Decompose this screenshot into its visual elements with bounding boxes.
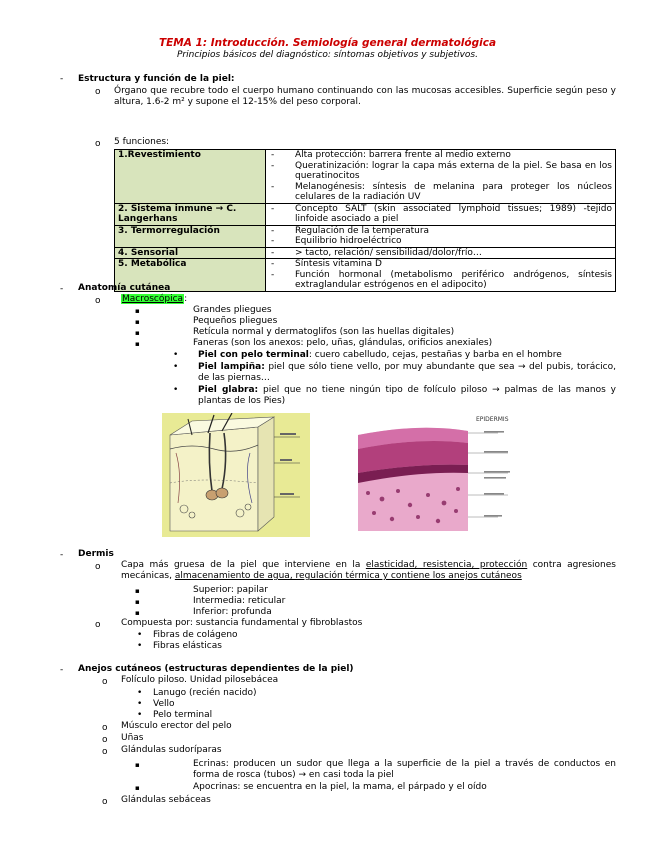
list-item: Uñas: [121, 733, 144, 743]
bullet-dot: •: [173, 350, 179, 360]
table-row: [115, 203, 616, 225]
list-item: - > tacto, relación/ sensibilidad/dolor/frío…: [271, 247, 482, 258]
list-item: Fibras elásticas: [153, 641, 222, 651]
function-name: 4. Sensorial: [115, 247, 266, 259]
list-item: Intermedia: reticular: [193, 596, 286, 606]
function-name: 3. Termorregulación: [115, 225, 266, 247]
histology-image: [358, 413, 518, 531]
list-item: - Equilibrio hidroeléctrico: [271, 236, 402, 246]
function-items: [266, 203, 616, 225]
bullet-square: ▪: [135, 318, 140, 326]
list-item: Faneras (son los anexos: pelo, uñas, glándulas, orificios anexiales): [193, 338, 493, 348]
paragraph-funciones: 5 funciones:: [114, 137, 170, 147]
bullet-dot: •: [137, 630, 143, 640]
bullet-circle: o: [95, 620, 101, 630]
list-item: - Melanogénesis: síntesis de melanina para proteger los núcleos celulares de la radiación UV: [271, 181, 612, 202]
bullet-circle: o: [102, 677, 108, 687]
list-item: Apocrinas: se encuentra en la piel, la mama, el párpado y el oído: [193, 782, 487, 792]
list-item: - Regulación de la temperatura: [271, 225, 430, 236]
fig2-label: EPIDERMIS: [476, 416, 509, 423]
bullet-square: ▪: [135, 784, 140, 792]
section-heading-anejos: Anejos cutáneos (estructuras dependientes de la piel): [78, 664, 354, 674]
page-title: TEMA 1: Introducción. Semiología general dermatológica: [158, 37, 497, 49]
section-heading-estructura: Estructura y función de la piel:: [78, 74, 235, 84]
list-item: Grandes pliegues: [193, 305, 272, 315]
function-items: [266, 259, 616, 292]
bullet-circle: o: [95, 87, 101, 97]
list-item: Pelo terminal: [153, 710, 213, 720]
bullet-square: ▪: [135, 307, 140, 315]
list-item: - Concepto SALT (skin associated lymphoid tissues; 1989) -tejido linfoide asociado a piel: [271, 203, 612, 224]
paragraph-dermis: Capa más gruesa de la piel que interviene en la elasticidad, resistencia, protección contra agresiones mecánicas, almacenamiento de agua, regulación térmica y contiene los anejos cutáneos: [121, 560, 616, 581]
bullet-square: ▪: [135, 609, 140, 617]
page-subtitle: Principios básicos del diagnóstico: síntomas objetivos y subjetivos.: [177, 50, 478, 60]
list-item: - Alta protección: barrera frente al medio externo: [271, 150, 511, 160]
bullet-dot: •: [173, 385, 179, 395]
table-row: [115, 150, 616, 204]
bullet-square: ▪: [135, 761, 140, 769]
function-name: 1.Revestimiento: [115, 150, 266, 204]
bullet-square: ▪: [135, 329, 140, 337]
bullet-dot: •: [137, 688, 143, 698]
bullet-dash: -: [60, 550, 64, 560]
list-item: Lanugo (recién nacido): [153, 688, 257, 698]
bullet-dot: •: [137, 641, 143, 651]
list-item: Fibras de colágeno: [153, 630, 238, 640]
bullet-square: ▪: [135, 598, 140, 606]
bullet-circle: o: [102, 747, 108, 757]
paragraph-compuesta: Compuesta por: sustancia fundamental y fibroblastos: [121, 618, 363, 628]
list-item: Piel glabra: piel que no tiene ningún tipo de folículo piloso → palmas de las manos y plantas de los Pies): [198, 385, 616, 406]
list-item: Glándulas sudoríparas: [121, 745, 222, 755]
skin-diagram-image: [162, 413, 310, 537]
function-name: 5. Metabólica: [115, 259, 266, 292]
bullet-dash: -: [60, 74, 64, 84]
table-row: [115, 247, 616, 259]
bullet-circle: o: [95, 296, 101, 306]
list-item: Ecrinas: producen un sudor que llega a la superficie de la piel a través de conductos en forma de rosca (tubos) → en casi toda la piel: [193, 759, 616, 780]
list-item: Glándulas sebáceas: [121, 795, 211, 805]
bullet-circle: o: [102, 797, 108, 807]
list-item: Inferior: profunda: [193, 607, 272, 617]
list-item: Piel con pelo terminal: cuero cabelludo, cejas, pestañas y barba en el hombre: [198, 350, 562, 360]
section-heading-dermis: Dermis: [78, 549, 114, 559]
functions-table: [114, 149, 616, 292]
list-item: Retícula normal y dermatoglifos (son las huellas digitales): [193, 327, 455, 337]
function-items: [266, 225, 616, 247]
table-row: [115, 225, 616, 247]
macroscopica-label: Macroscópica:: [122, 294, 188, 304]
list-item: Superior: papilar: [193, 585, 268, 595]
table-row: [115, 259, 616, 292]
list-item: - Función hormonal (metabolismo periférico andrógenos, síntesis extraglandular estrógenos en el adipocito): [271, 269, 612, 290]
bullet-dash: -: [60, 284, 64, 294]
list-item: Músculo erector del pelo: [121, 721, 232, 731]
bullet-dot: •: [137, 699, 143, 709]
function-items: [266, 150, 616, 204]
list-item: Piel lampiña: piel que sólo tiene vello, por muy abundante que sea → del pubis, torácico, de las piernas…: [198, 362, 617, 383]
bullet-square: ▪: [135, 340, 140, 348]
bullet-square: ▪: [135, 587, 140, 595]
bullet-circle: o: [102, 735, 108, 745]
bullet-circle: o: [102, 723, 108, 733]
function-name: 2. Sistema inmune → C. Langerhans: [115, 203, 266, 225]
bullet-dot: •: [173, 362, 179, 372]
bullet-dash: -: [60, 665, 64, 675]
bullet-circle: o: [95, 139, 101, 149]
bullet-circle: o: [95, 562, 101, 572]
list-item: - Queratinización: lograr la capa más externa de la piel. Se basa en los queratinocitos: [271, 160, 612, 181]
paragraph-organo: Órgano que recubre todo el cuerpo humano continuando con las mucosas accesibles. Superficie según peso y altura, 1.6-2 m² y supone el 12-15% del peso corporal.: [114, 86, 616, 107]
list-item: Vello: [153, 699, 175, 709]
bullet-dot: •: [137, 710, 143, 720]
list-item: Folículo piloso. Unidad pilosebácea: [121, 675, 279, 685]
list-item: Pequeños pliegues: [193, 316, 278, 326]
section-heading-anatomia: Anatomía cutánea: [78, 283, 171, 293]
function-items: [266, 247, 616, 259]
list-item: - Síntesis vitamina D: [271, 259, 382, 269]
